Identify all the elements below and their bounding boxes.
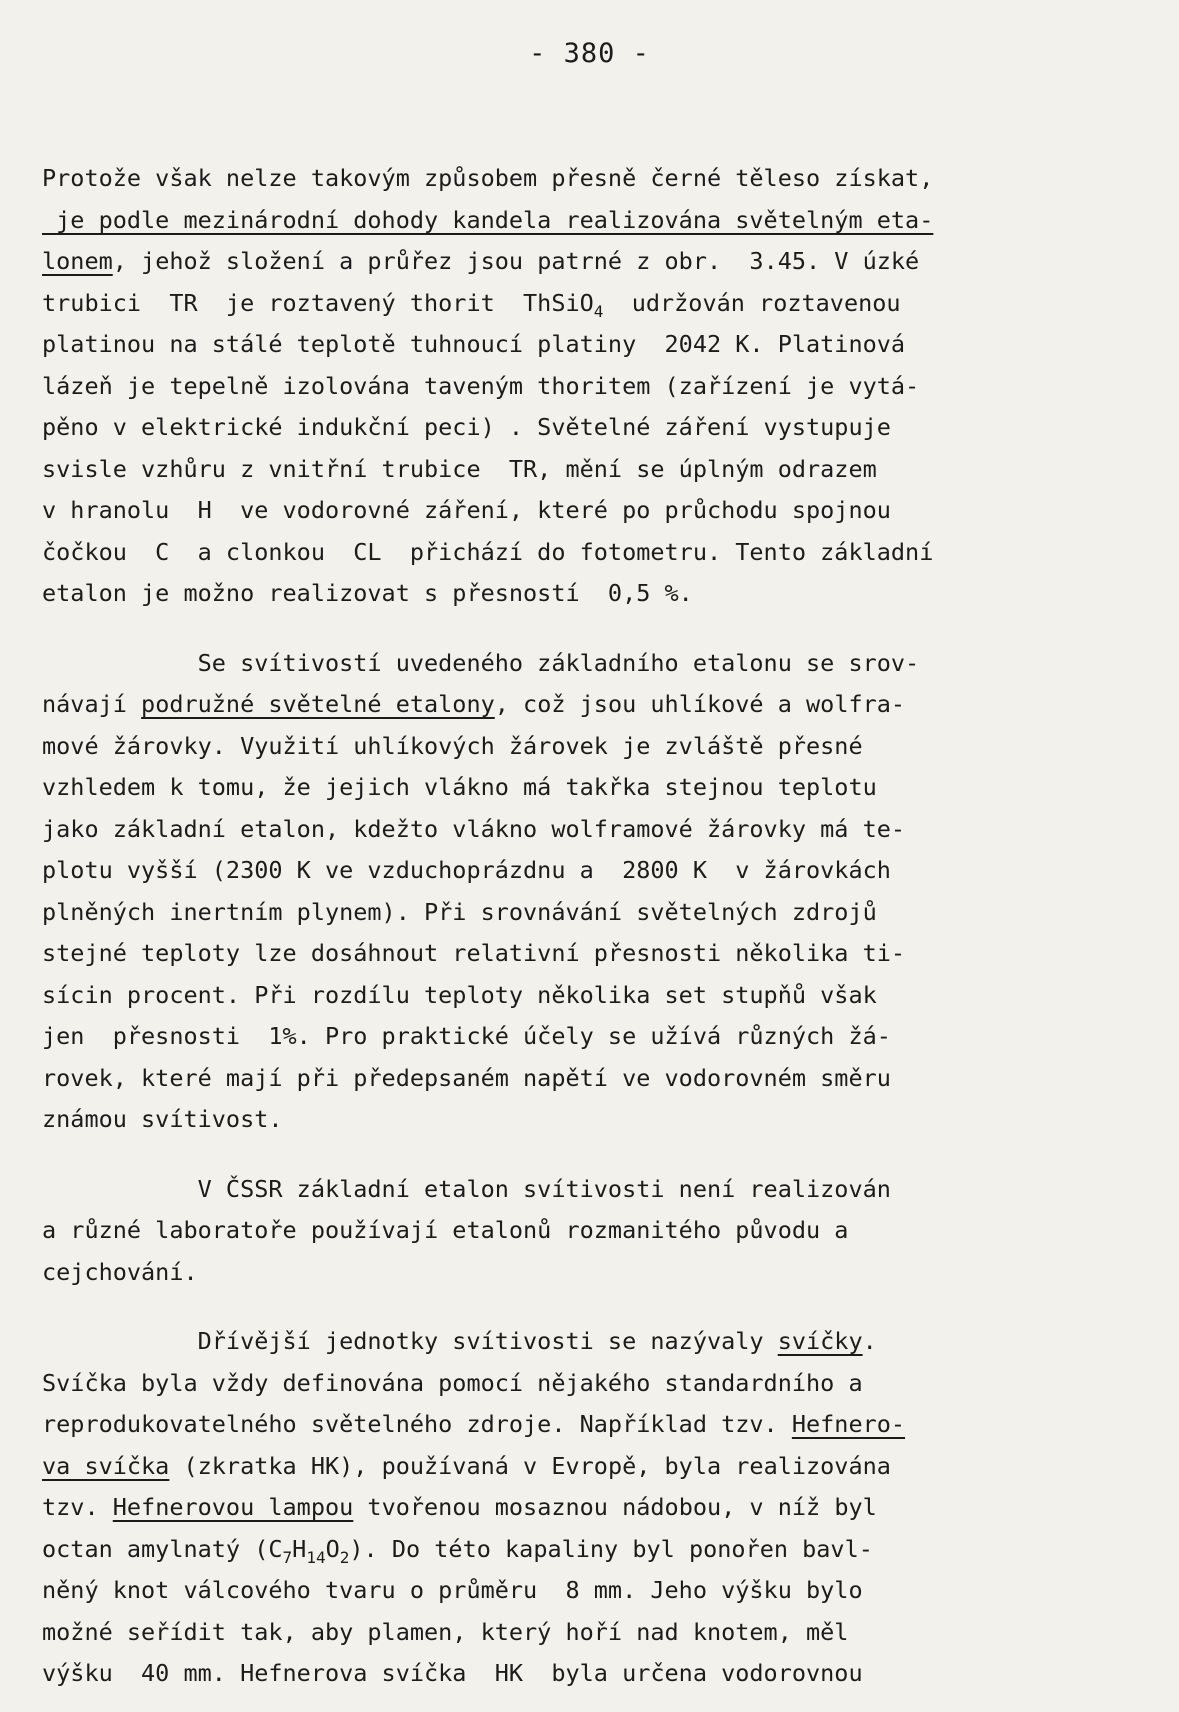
text-segment: a různé laboratoře používají etalonů rozmanitého původu a — [42, 1216, 849, 1244]
text-line — [42, 1363, 1132, 1405]
text-line — [42, 1487, 1132, 1529]
text-line — [42, 1570, 1132, 1612]
text-line — [42, 933, 1132, 975]
paragraph-gap — [42, 1141, 1132, 1169]
text-segment: . — [862, 1327, 877, 1355]
text-line — [42, 449, 1132, 491]
underlined-term: svíčky — [777, 1327, 863, 1355]
paragraph-gap — [42, 615, 1132, 643]
text-line — [42, 975, 1132, 1017]
text-line — [42, 809, 1132, 851]
underlined-term: Hefnero- — [791, 1410, 906, 1438]
text-line — [42, 532, 1132, 574]
text-segment: sícin procent. Při rozdílu teploty několika set stupňů však — [42, 980, 877, 1009]
text-segment: etalon je možno realizovat s přesností 0,5 %. — [42, 579, 693, 607]
text-segment: H — [292, 1534, 307, 1563]
text-segment: ). Do této kapaliny byl ponořen bavl- — [349, 1534, 873, 1563]
text-line — [42, 1058, 1132, 1100]
text-line — [42, 366, 1132, 408]
text-segment: , jehož složení a průřez jsou patrné z obr. 3.45. V úzké — [112, 247, 920, 275]
text-line — [42, 1653, 1132, 1695]
text-segment: možné seřídit tak, aby plamen, který hoří nad knotem, měl — [42, 1617, 849, 1646]
text-segment: plotu vyšší (2300 K ve vzduchoprázdnu a 2800 K v žárovkách — [42, 856, 891, 884]
text-segment: tzv. — [42, 1493, 113, 1521]
paragraph-gap — [42, 1293, 1132, 1321]
underlined-term: lonem — [42, 247, 113, 275]
underlined-term: je podle mezinárodní dohody kandela realizována světelným eta- — [42, 205, 934, 234]
text-line — [42, 283, 1132, 325]
text-segment: Protože však nelze takovým způsobem přesně černé těleso získat, — [42, 164, 934, 192]
text-segment: stejné teploty lze dosáhnout relativní přesnosti několika ti- — [42, 939, 906, 967]
subscript: 4 — [593, 301, 604, 321]
text-segment: Svíčka byla vždy definována pomocí nějakého standardního a — [42, 1368, 863, 1397]
text-line — [42, 1169, 1132, 1211]
paragraph-1 — [42, 158, 1132, 615]
text-segment: jen přesnosti 1%. Pro praktické účely se užívá různých žá- — [42, 1022, 891, 1050]
text-segment: plněných inertním plynem). Při srovnávání světelných zdrojů — [42, 897, 877, 926]
text-segment: známou svítivost. — [42, 1105, 283, 1133]
text-segment: udržován roztavenou — [603, 288, 901, 317]
text-line — [42, 892, 1132, 934]
subscript: 7 — [282, 1547, 293, 1567]
text-line — [42, 1099, 1132, 1141]
underlined-term: podružné světelné etalony — [141, 690, 495, 718]
text-line — [42, 726, 1132, 768]
text-line — [42, 241, 1132, 283]
text-segment: cejchování. — [42, 1257, 198, 1286]
subscript: 2 — [339, 1547, 350, 1567]
text-segment: jako základní etalon, kdežto vlákno wolframové žárovky má te- — [42, 814, 906, 843]
text-segment: Dřívější jednotky svítivosti se nazývaly — [42, 1327, 778, 1355]
text-segment: vzhledem k tomu, že jejich vlákno má takřka stejnou teplotu — [42, 773, 877, 801]
subscript: 14 — [306, 1547, 326, 1567]
text-segment: v hranolu H ve vodorovné záření, které po průchodu spojnou — [42, 496, 891, 524]
text-segment: čočkou C a clonkou CL přichází do fotometru. Tento základní — [42, 537, 934, 566]
text-line — [42, 1016, 1132, 1058]
text-line — [42, 200, 1132, 242]
text-segment: něný knot válcového tvaru o průměru 8 mm. Jeho výšku bylo — [42, 1576, 863, 1604]
text-line — [42, 1321, 1132, 1363]
text-segment: trubici TR je roztavený thorit ThSiO — [42, 288, 594, 317]
text-segment: O — [325, 1534, 340, 1563]
text-line — [42, 850, 1132, 892]
text-line — [42, 1529, 1132, 1571]
text-line — [42, 684, 1132, 726]
body-text — [42, 158, 1132, 1695]
text-segment: svisle vzhůru z vnitřní trubice TR, mění se úplným odrazem — [42, 454, 877, 483]
text-segment: rovek, které mají při předepsaném napětí ve vodorovném směru — [42, 1063, 891, 1092]
text-segment: pěno v elektrické indukční peci) . Světelné záření vystupuje — [42, 413, 891, 441]
text-segment: návají — [42, 690, 142, 718]
text-segment: výšku 40 mm. Hefnerova svíčka HK byla určena vodorovnou — [42, 1659, 863, 1687]
paragraph-2 — [42, 643, 1132, 1141]
text-line — [42, 158, 1132, 200]
text-line — [42, 1404, 1132, 1446]
text-segment: platinou na stálé teplotě tuhnoucí platiny 2042 K. Platinová — [42, 330, 906, 358]
text-segment: Se svítivostí uvedeného základního etalonu se srov- — [42, 648, 920, 677]
underlined-term: Hefnerovou lampou — [112, 1493, 354, 1521]
text-line — [42, 1210, 1132, 1252]
page-number: - 380 - — [529, 38, 650, 69]
text-line — [42, 767, 1132, 809]
text-line — [42, 407, 1132, 449]
text-segment: reprodukovatelného světelného zdroje. Například tzv. — [42, 1410, 792, 1438]
text-segment: octan amylnatý (C — [42, 1534, 283, 1563]
underlined-term: va svíčka — [42, 1451, 170, 1480]
text-line — [42, 573, 1132, 615]
paragraph-4 — [42, 1321, 1132, 1695]
text-line — [42, 324, 1132, 366]
text-line — [42, 1612, 1132, 1654]
text-segment: (zkratka HK), používaná v Evropě, byla realizována — [169, 1451, 891, 1480]
text-segment: V ČSSR základní etalon svítivosti není realizován — [42, 1174, 891, 1203]
text-line — [42, 1252, 1132, 1294]
text-line — [42, 490, 1132, 532]
text-line — [42, 643, 1132, 685]
text-segment: mové žárovky. Využití uhlíkových žárovek je zvláště přesné — [42, 731, 863, 760]
text-line — [42, 1446, 1132, 1488]
paragraph-3 — [42, 1169, 1132, 1294]
text-segment: , což jsou uhlíkové a wolfra- — [494, 690, 906, 718]
text-segment: lázeň je tepelně izolována taveným thoritem (zařízení je vytá- — [42, 371, 920, 400]
text-segment: tvořenou mosaznou nádobou, v níž byl — [353, 1493, 877, 1521]
